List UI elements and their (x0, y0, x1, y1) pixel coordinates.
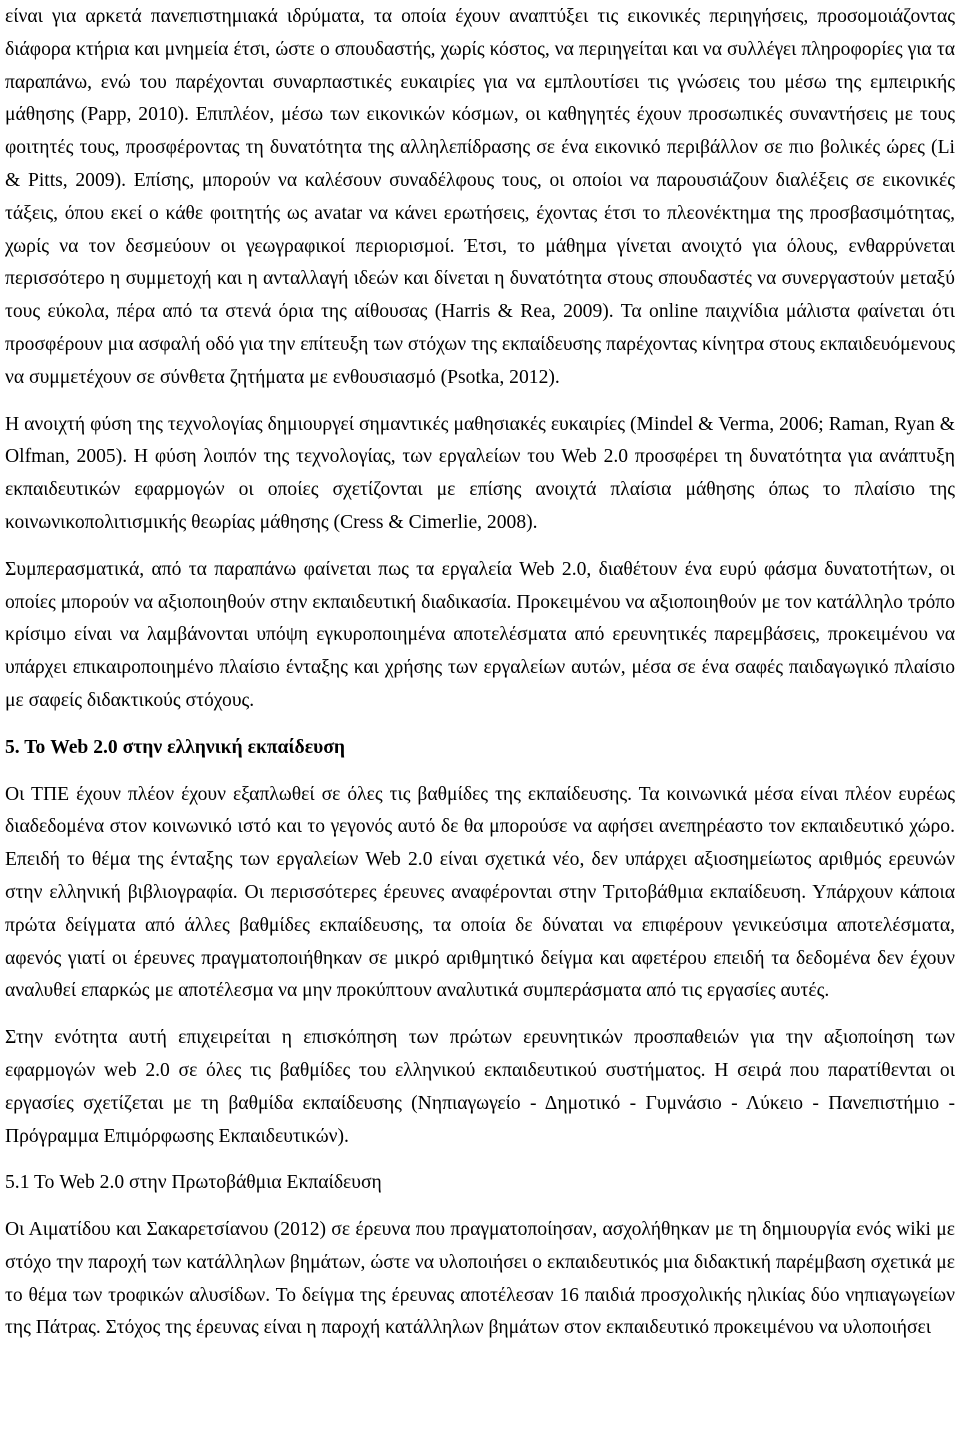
paragraph-open-technology: Η ανοιχτή φύση της τεχνολογίας δημιουργεί σημαντικές μαθησιακές ευκαιρίες (Mindel & Verma, 2006; Raman, Ryan & Olfman, 2005). Η φύση λοιπόν της τεχνολογίας, των εργαλείων του Web 2.0 προσφέρει τη δυνατότητα για ανάπτυξη εκπαιδευτικών εφαρμογών οι οποίες σχετίζονται με επίσης ανοιχτά πλαίσια μάθησης όπως το πλαίσιο της κοινωνικοπολιτισμικής θεωρίας μάθησης (Cress & Cimerlie, 2008). (5, 413, 955, 533)
paragraph-section-overview: Στην ενότητα αυτή επιχειρείται η επισκόπηση των πρώτων ερευνητικών προσπαθειών για την αξιοποίηση των εφαρμογών web 2.0 σε όλες τις βαθμίδες του ελληνικού εκπαιδευτικού συστήματος. Η σειρά που παρατίθενται οι εργασίες σχετίζεται με τη βαθμίδα εκπαίδευσης (Νηπιαγωγείο - Δημοτικό - Γυμνάσιο - Λύκειο - Πανεπιστήμιο - Πρόγραμμα Επιμόρφωσης Εκπαιδευτικών). (5, 1027, 955, 1147)
paragraph-gap (5, 1200, 955, 1214)
paragraph-wiki-study: Οι Αιματίδου και Σακαρετσίανου (2012) σε έρευνα που πραγματοποίησαν, ασχολήθηκαν με τη δημιουργία ενός wiki με στόχο την παροχή των κατάλληλων βημάτων, ώστε να υλοποιήσει ο εκπαιδευτικός μια διδακτική παρέμβαση σχετικά με το θέμα των τροφικών αλυσίδων. Το δείγμα της έρευνας αποτέλεσαν 16 παιδιά προσχολικής ηλικίας δύο νηπιαγωγείων της Πάτρας. Στόχος της έρευνας είναι η παροχή κατάλληλων βημάτων στον εκπαιδευτικό προκειμένου να υλοποιήσει (5, 1219, 955, 1339)
paragraph-gap (5, 1008, 955, 1022)
paragraph-virtual-worlds: είναι για αρκετά πανεπιστημιακά ιδρύματα, τα οποία έχουν αναπτύξει τις εικονικές περιηγήσεις, προσομοιάζοντας διάφορα κτήρια και μνημεία έτσι, ώστε ο σπουδαστής, χωρίς κόστος, να περιηγείται και να συλλέγει πληροφορίες για τα παραπάνω, ενώ του παρέχονται συναρπαστικές ευκαιρίες για να εμπλουτίσει τις γνώσεις του μέσω της εμπειρικής μάθησης (Papp, 2010). Επιπλέον, μέσω των εικονικών κόσμων, οι καθηγητές έχουν προσωπικές συναντήσεις με τους φοιτητές τους, προσφέροντας τη δυνατότητα της αλληλεπίδρασης σε ένα εικονικό περιβάλλον σε πιο βολικές ώρες (Li & Pitts, 2009). Επίσης, μπορούν να καλέσουν συναδέλφους τους, οι οποίοι να παρουσιάζουν διαλέξεις σε εικονικές τάξεις, όπου εκεί ο κάθε φοιτητής ως avatar να κάνει ερωτήσεις, έχοντας έτσι το πλεονέκτημα της προσβασιμότητας, χωρίς να τον δεσμεύουν οι γεωγραφικοί περιορισμοί. Έτσι, το μάθημα γίνεται ανοιχτό για όλους, ενθαρρύνεται περισσότερο η συμμετοχή και η ανταλλαγή ιδεών και δίνεται η δυνατότητα στους σπουδαστές να συνεργαστούν μεταξύ τους εύκολα, πέρα από τα στενά όρια της αίθουσας (Harris & Rea, 2009). Τα online παιχνίδια μάλιστα φαίνεται ότι προσφέρουν μια ασφαλή οδό για την επίτευξη των στόχων της εκπαίδευσης παρέχοντας κίνητρα στους εκπαιδευόμενους να συμμετέχουν σε σύνθετα ζητήματα με ενθουσιασμό (Psotka, 2012). (5, 6, 955, 388)
paragraph-gap (5, 718, 955, 732)
subsection-heading: 5.1 Το Web 2.0 στην Πρωτοβάθμια Εκπαίδευση (5, 1172, 382, 1194)
paragraph-conclusion: Συμπερασματικά, από τα παραπάνω φαίνεται πως τα εργαλεία Web 2.0, διαθέτουν ένα ευρύ φάσμα δυνατοτήτων, οι οποίες μπορούν να αξιοποιηθούν στην εκπαιδευτική διαδικασία. Προκειμένου να αξιοποιηθούν με τον κατάλληλο τρόπο κρίσιμο είναι να λαμβάνονται υπόψη εγκυροποιημένα αποτελέσματα από ερευνητικές παρεμβάσεις, προκειμένου να υπάρχει επικαιροποιημένο πλαίσιο ένταξης και χρήσης των εργαλείων αυτών, μέσα σε ένα σαφές παιδαγωγικό πλαίσιο με σαφείς διδακτικούς στόχους. (5, 558, 955, 711)
paragraph-gap (5, 540, 955, 554)
paragraph-gap (5, 395, 955, 409)
paragraph-ict-levels: Οι ΤΠΕ έχουν πλέον έχουν εξαπλωθεί σε όλες τις βαθμίδες της εκπαίδευσης. Τα κοινωνικά μέσα είναι πλέον ευρέως διαδεδομένα στον κοινωνικό ιστό και το γεγονός αυτό δε θα μπορούσε να αφήσει ανεπηρέαστο τον εκπαιδευτικό χώρο. Επειδή το θέμα της ένταξης των εργαλείων Web 2.0 είναι σχετικά νέο, δεν υπάρχει αξιοσημείωτος αριθμός ερευνών στην ελληνική βιβλιογραφία. Οι περισσότερες έρευνες αναφέρονται στην Τριτοβάθμια εκπαίδευση. Υπάρχουν κάποια πρώτα δείγματα από άλλες βαθμίδες εκπαίδευσης, τα οποία δε δύναται να επιφέρουν γενικεύσιμα αποτελέσματα, αφενός γιατί οι έρευνες πραγματοποιήθηκαν σε μικρό αριθμητικό δείγμα και αφετέρου επειδή τα δεδομένα δεν έχουν αναλυθεί επαρκώς με αποτέλεσμα να μην προκύπτουν αναλυτικά συμπεράσματα από τις εργασίες αυτές. (5, 783, 955, 1002)
section-heading: 5. Το Web 2.0 στην ελληνική εκπαίδευση (5, 736, 346, 758)
paragraph-gap (5, 765, 955, 779)
paragraph-gap (5, 1153, 955, 1167)
